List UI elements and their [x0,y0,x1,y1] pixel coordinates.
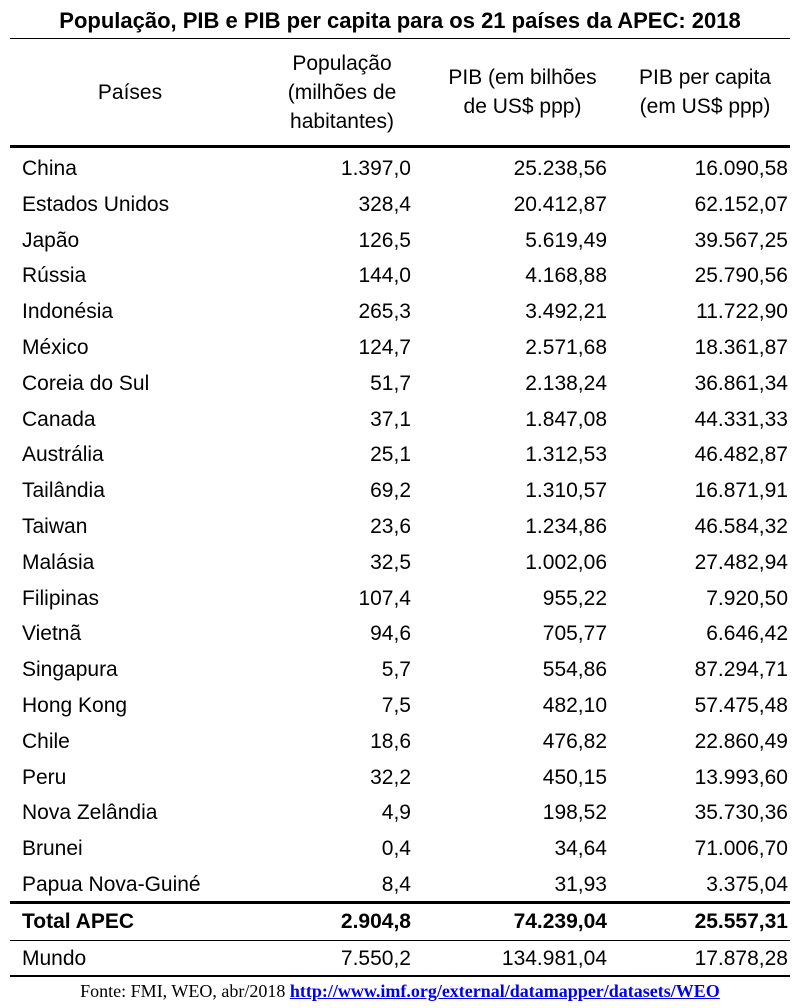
total-population: 2.904,8 [340,910,411,933]
cell-population: 124,7 [358,335,411,359]
table-header [0,42,800,142]
world-gdp: 134.981,04 [501,947,607,970]
table-row [0,760,800,796]
cell-gdp-per-capita: 22.860,49 [694,729,788,753]
cell-population: 32,2 [370,765,411,789]
cell-gdp: 31,93 [554,872,607,896]
cell-gdp-per-capita: 35.730,36 [694,801,788,825]
total-gdp: 74.239,04 [513,910,607,933]
cell-population: 18,6 [370,729,411,753]
top-rule [10,38,790,39]
cell-population: 32,5 [370,550,411,574]
cell-country: Austrália [22,443,104,467]
table-row [0,867,800,903]
cell-gdp-per-capita: 27.482,94 [694,550,788,574]
cell-gdp-per-capita: 62.152,07 [694,192,788,216]
cell-gdp-per-capita: 7.920,50 [706,586,788,610]
cell-gdp-per-capita: 57.475,48 [694,693,788,717]
world-row [0,941,800,976]
cell-gdp: 25.238,56 [513,157,607,180]
table-row [0,545,800,581]
cell-country: México [22,335,89,359]
table-row [0,151,800,187]
cell-country: Estados Unidos [22,192,170,216]
table-row [0,831,800,867]
source-link[interactable]: http://www.imf.org/external/datamapper/datasets/WEO [289,981,720,1001]
table-title: População, PIB e PIB per capita para os 21 países da APEC: 2018 [59,8,741,33]
cell-country: Taiwan [22,514,88,538]
world-gdp-per-capita: 17.878,28 [694,947,788,970]
cell-country: Hong Kong [22,693,128,717]
cell-gdp: 1.002,06 [525,550,607,574]
cell-gdp: 2.138,24 [525,371,607,395]
source-note [0,978,800,1004]
cell-country: Japão [22,228,80,252]
cell-gdp-per-capita: 18.361,87 [694,335,788,359]
cell-gdp-per-capita: 44.331,33 [694,407,788,431]
cell-population: 107,4 [358,586,411,610]
cell-country: Indonésia [22,300,114,324]
table-row [0,688,800,724]
cell-population: 5,7 [381,658,411,682]
cell-gdp: 2.571,68 [525,335,607,359]
cell-gdp: 1.847,08 [525,407,607,431]
cell-population: 1.397,0 [340,157,411,180]
cell-gdp: 1.310,57 [525,479,607,503]
table-row [0,187,800,223]
cell-gdp: 450,15 [542,765,607,789]
cell-population: 7,5 [381,693,411,717]
table-row [0,581,800,617]
cell-gdp-per-capita: 39.567,25 [694,228,788,252]
cell-country: Papua Nova-Guiné [22,872,201,896]
cell-gdp: 34,64 [554,837,607,861]
header-countries: Países [97,80,163,104]
cell-population: 94,6 [370,622,411,646]
table-row [0,616,800,652]
total-label: Total APEC [22,910,135,933]
cell-country: Canada [22,407,96,431]
cell-gdp-per-capita: 16.090,58 [694,157,788,180]
cell-gdp: 705,77 [542,622,607,646]
cell-population: 4,9 [381,801,411,825]
cell-country: Filipinas [22,586,100,610]
cell-country: Peru [22,765,67,789]
cell-gdp: 1.234,86 [525,514,607,538]
cell-gdp: 198,52 [542,801,607,825]
table-row [0,366,800,402]
header-rule [10,145,790,148]
cell-population: 328,4 [358,192,411,216]
cell-gdp: 482,10 [542,693,607,717]
cell-gdp-per-capita: 13.993,60 [694,765,788,789]
table-body [0,151,800,903]
cell-gdp-per-capita: 87.294,71 [694,658,788,682]
cell-gdp-per-capita: 36.861,34 [694,371,788,395]
cell-gdp: 476,82 [542,729,607,753]
cell-country: Coreia do Sul [22,371,150,395]
cell-country: Malásia [22,550,95,574]
cell-gdp-per-capita: 16.871,91 [694,479,788,503]
cell-country: Singapura [22,658,118,682]
cell-country: Tailândia [22,479,105,503]
table-row [0,223,800,259]
cell-population: 144,0 [358,264,411,288]
cell-gdp-per-capita: 6.646,42 [706,622,788,646]
cell-population: 8,4 [381,872,411,896]
cell-population: 23,6 [370,514,411,538]
cell-gdp: 20.412,87 [513,192,607,216]
header-population: População (milhões de habitantes) [287,51,397,133]
world-population: 7.550,2 [340,947,411,970]
table-row [0,795,800,831]
cell-population: 69,2 [370,479,411,503]
cell-gdp-per-capita: 3.375,04 [706,872,788,896]
header-gdp-per-capita: PIB per capita (em US$ ppp) [639,66,771,118]
cell-country: Rússia [22,264,87,288]
total-row [0,904,800,940]
header-gdp: PIB (em bilhões de US$ ppp) [448,66,597,118]
cell-gdp-per-capita: 46.482,87 [694,443,788,467]
cell-gdp: 5.619,49 [525,228,607,252]
world-label: Mundo [22,947,87,970]
cell-population: 0,4 [381,837,411,861]
cell-population: 51,7 [370,371,411,395]
bottom-rule [10,975,790,977]
table-row [0,652,800,688]
table-row [0,473,800,509]
table-row [0,330,800,366]
cell-gdp: 3.492,21 [525,300,607,324]
cell-population: 25,1 [370,443,411,467]
table-row [0,724,800,760]
cell-gdp-per-capita: 11.722,90 [696,300,788,324]
cell-gdp: 4.168,88 [525,264,607,288]
cell-gdp: 1.312,53 [525,443,607,467]
cell-gdp-per-capita: 71.006,70 [694,837,788,861]
cell-gdp: 955,22 [542,586,607,610]
cell-population: 265,3 [358,300,411,324]
cell-gdp: 554,86 [542,658,607,682]
total-gdp-per-capita: 25.557,31 [694,910,788,933]
cell-population: 126,5 [358,228,411,252]
table-row [0,294,800,330]
source-label: Fonte: FMI, WEO, abr/2018 [80,981,286,1001]
table-row [0,437,800,473]
table-row [0,402,800,438]
table-row [0,509,800,545]
cell-country: Vietnã [22,622,82,646]
table-row [0,258,800,294]
cell-country: Chile [22,729,70,753]
cell-country: Brunei [22,837,83,861]
cell-gdp-per-capita: 25.790,56 [694,264,788,288]
cell-country: Nova Zelândia [22,801,158,825]
cell-population: 37,1 [370,407,411,431]
cell-gdp-per-capita: 46.584,32 [694,514,788,538]
cell-country: China [22,157,77,180]
